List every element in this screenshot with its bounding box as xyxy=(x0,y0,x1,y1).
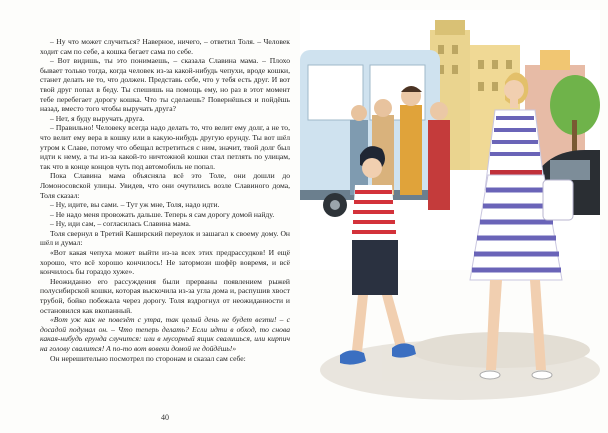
paragraph: Толя свернул в Третий Каширский переулок и зашагал к своему дому. Он шёл и думал: xyxy=(40,228,290,248)
paragraph: – Ну, идите, вы сами. – Тут уж мне, Толя, надо идти. xyxy=(50,200,220,210)
paragraph: – Вот видишь, ты это понимаешь, – сказала Славина мама. – Плохо бывает только тогда, когда человек из-за какой-нибудь чепухи, вроде кошки, станет делать не то, что должен. Представь себе, что у тебя есть друг. И вот твой друг попал в беду. Ты спешишь на помощь ему, но раз в этот момент тебе перебегает дорогу кошка. Что ты сделаешь? Повернёшься и пойдёшь назад, вместо того чтобы выручать друга? xyxy=(40,56,290,114)
paragraph: «Вот какая чепуха может выйти из-за всех этих предрассудков! И ещё хорошо, что всё хорошо кончилось! Не затормози шофёр вовремя, и всё кончилось бы гораздо хуже». xyxy=(40,248,290,277)
text-column xyxy=(40,37,290,363)
paragraph: «Вот уж как не повезёт с утра, так целый день не будет везти! – с досадой подумал он. – Что теперь делать? Если идти в обход, то снова какая-нибудь ерунда случится: или в мусорный ящик свалишься, или кирпич на голову свалится! А по-то вот вовеки домой не дойдёшь!» xyxy=(40,315,290,353)
paragraph: – Правильно! Человеку всегда надо делать то, что велит ему долг, а не то, что велит ему вера в кошку или в какую-нибудь другую ерунду. Ты вот шёл утром к Славе, потому что обещал встретиться с ним, значит, твой долг был идти к нему, а ты из-за какой-то ничтожной кошки стал петлять по улицам, так что в конце концов чуть под автомобиль не попал. xyxy=(40,123,290,171)
page-number: 40 xyxy=(161,413,169,422)
paragraph: – Нет, я буду выручать друга. xyxy=(50,113,145,123)
paragraph: – Не надо меня провожать дальше. Теперь я сам дорогу домой найду. xyxy=(50,209,275,219)
paragraph: Он нерешительно посмотрел по сторонам и сказал сам себе: xyxy=(50,353,246,363)
paragraph: – Ну, иди сам, – согласилась Славина мама. xyxy=(50,219,191,229)
paragraph: Пока Славина мама объясняла всё это Толе, они дошли до Ломоносовской улицы. Увидев, что они очутились возле Славиного дома, Толя сказал: xyxy=(40,171,290,200)
paragraph: – Ну что может случиться? Наверное, ничего, – ответил Толя. – Человек ходит сам по себе, а кошка бегает сама по себе. xyxy=(40,37,290,56)
paragraph: Неожиданно его рассуждения были прерваны появлением рыжей полусибирской кошки, которая выскочила из-за угла дома и, распушив хвост трубой, бойко побежала через дорогу. Толя вздрогнул от неожиданности и остановился как вкопанный. xyxy=(40,276,290,315)
street-illustration xyxy=(300,10,600,422)
